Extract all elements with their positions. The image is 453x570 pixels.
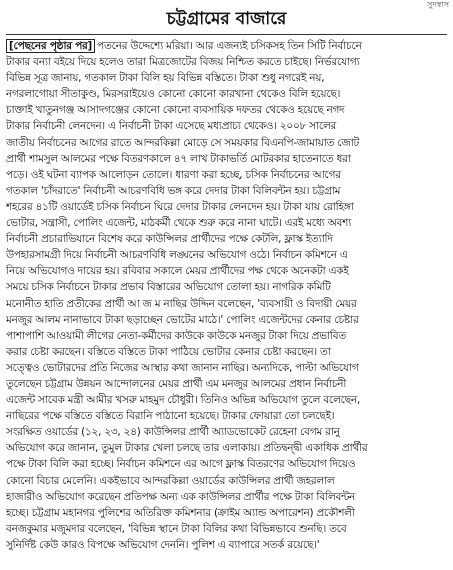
- article-line-text: সময়ে চসিক নির্বাচনে টাকার প্রভাব বিস্তারের অভিযোগ তোলা হয়। নাগরিক কমিটি: [6, 281, 331, 294]
- corner-fragment: সুদস্বাস: [427, 0, 449, 9]
- article-line-text: হচ্ছে। চট্টগ্রাম মহানগর পুলিশের অতিরিক্ত কমিশনার (ক্রাইম অ্যান্ড অপারেশন) প্রকৌশলী: [6, 506, 355, 519]
- article-line: [6, 167, 447, 183]
- article-line: [6, 279, 447, 295]
- article-line: [6, 505, 447, 521]
- article-line-text: পাশাপাশি আওয়ামী লীগের নেতা-কর্মীদের কাউকে কাউকে মনজুর টাকা দিয়ে প্রভাবিত: [6, 329, 346, 342]
- article-line: [6, 118, 447, 134]
- article-line: [6, 215, 447, 231]
- article-line: [6, 231, 447, 247]
- article-line-text: নগরলাগোয়া সীতাকুণ্ড, মিরসরাইয়েও কোনো কোনো কারখানা থেকেও বিলি হয়েছে।: [6, 88, 341, 101]
- headline-rule: [6, 34, 447, 35]
- article-line: [6, 86, 447, 102]
- article-line-text: নাছিরের পক্ষে বস্তিতে বস্তিতে বিরানি পাঠানো হয়েছে। টাকার ফোয়ারা তো চলছেই।: [6, 410, 335, 423]
- article-line-text: টাকার বন্যা বইয়ে দিয়ে হলেও তারা মিত্রজোটের বিজয় নিশ্চিত করতে চাইছে। নির্ভরযোগ্য: [6, 56, 360, 69]
- article-line: [6, 408, 447, 424]
- article-line: [6, 102, 447, 118]
- article-line: [6, 247, 447, 263]
- article-line-text: উপহারসামগ্রী দিয়ে নির্বাচনী আচরণবিধি লঙ্ঘনের অভিযোগ ওঠে। নির্বাচন কমিশনে এ: [6, 249, 348, 262]
- headline: চট্টগ্রামের বাজারে: [166, 9, 287, 29]
- article-line-text: নিয়ে অভিযোগও দায়ের হয়। রবিবার সকালে মেয়র প্রার্থীদের পক্ষ থেকে অনেকটা একই: [6, 265, 349, 278]
- article-line-text: নির্বাচনী প্রচারাভিযানে বিশেষ করে কাউন্সিলর প্রার্থীদের পক্ষে কেটলি, ফ্লাস্ক ইত্যাদি: [6, 233, 333, 246]
- article-line: [6, 424, 447, 440]
- article-line: [6, 70, 447, 86]
- article-line: [6, 344, 447, 360]
- article-line-text: সুনির্দিষ্ট কেউ কারও বিপক্ষে অভিযোগ দেননি। পুলিশ এ ব্যাপারে সতর্ক রয়েছে।': [6, 538, 320, 551]
- article-line: [6, 135, 447, 151]
- article-line-text: জাতীয় নির্বাচনের আগের রাতে আন্দরকিল্লা মোড়ে সে সময়কার বিএনপি-জামায়াত জোট: [6, 136, 360, 149]
- article-line: [6, 360, 447, 376]
- article-line: [6, 263, 447, 279]
- article-line-text: ভোটার, সন্ত্রাসী, পোলিং এজেন্ট, মাঠকর্মী থেকে শুরু করে নানা ঘাটে। এরই মধ্যে অবশ্য: [6, 217, 352, 230]
- article-line: [6, 521, 447, 537]
- continuation-tag: [পেছনের পৃষ্ঠার পর]: [6, 39, 95, 53]
- article-line: [6, 376, 447, 392]
- article-line: [6, 489, 447, 505]
- article-line: [6, 296, 447, 312]
- article-line: [6, 392, 447, 408]
- article-line: [6, 328, 447, 344]
- article-line-text: বনজকুমার মজুমদার বলেছেন, 'বিভিন্ন স্থানে টাকা বিলির কথা বিভিন্নভাবে শুনছি। তবে: [6, 522, 347, 535]
- article-line-text: মনজুর আলম নানাভাবে টাকা ছড়াচ্ছেন ভোটের মাঠে।' পোলিং এজেন্টদের কেনার চেষ্টার: [6, 313, 359, 326]
- article-line: [6, 183, 447, 199]
- article-line: [6, 456, 447, 472]
- article-line-text: মনোনীত হাতি প্রতীকের প্রার্থী আ জ ম নাছির উদ্দিন বলেছেন, 'ব্যবসায়ী ও বিদায়ী মেয়র: [6, 297, 357, 310]
- article-line: [6, 151, 447, 167]
- article-line-text: গতকাল 'চাঁদরাতে' নির্বাচনী আচরণবিধি ভঙ্গ করে দেদার টাকা বিলিবন্টন হয়। চট্টগ্রাম: [6, 184, 341, 197]
- article-line-text: পড়ে। ওই ঘটনা ব্যাপক আলোড়ন তোলে। ধারণা করা হচ্ছে, চসিক নির্বাচনের আগের: [6, 168, 341, 181]
- article-line-text: শহরের ৪১টি ওয়ার্ডেই চসিক নির্বাচন ঘিরে দেদার টাকার লেনদেন হয়। টাকা যায় রোহিঙ্গা: [6, 200, 354, 213]
- article-line: [6, 473, 447, 489]
- article-line-text: পক্ষে টাকা বিলি করা হচ্ছে। নির্বাচন কমিশনে এর আগে ফ্লাস্ক বিতরণের অভিযোগ দিয়েও: [6, 458, 356, 471]
- article-line: [6, 38, 447, 54]
- article-line-text: তুলেছেন চট্টগ্রাম উন্নয়ন আন্দোলনের মেয়র প্রার্থী এম মনজুর আলমের প্রধান নির্বাচনী: [6, 377, 347, 390]
- article-line-text: করার চেষ্টা করছেন। বস্তিতে বস্তিতে টাকা পাঠিয়ে ভোটার কেনার চেষ্টা করছেন। তা: [6, 345, 331, 358]
- article-line-text: পতনের উদ্দেশ্যে মরিয়া। আর এজন্যই চসিকসহ তিন সিটি নির্বাচনে: [97, 40, 362, 52]
- article-line: [6, 54, 447, 70]
- article-line-text: টাকার নির্বাচনী লেনদেন। এ নির্বাচনী টাকা এসেছে মধ্যপ্রাচ্য থেকেও। ২০০৮ সালের: [6, 120, 337, 133]
- article-line-text: হাজারীও অভিযোগ করেছেন প্রতিপক্ষ অন্য এক কাউন্সিলর প্রার্থীর পক্ষে টাকা বিলিবন্টন: [6, 490, 356, 503]
- article-line: [6, 312, 447, 328]
- article-line: [6, 199, 447, 215]
- article-line-text: সত্ত্বেও ভোটারদের প্রতি নিজের আস্থার কথা জানান নাছির। অন্যদিকে, পাল্টা অভিযোগ: [6, 361, 359, 374]
- article-line: [6, 440, 447, 456]
- article-line-text: প্রার্থী শামসুল আলমের পক্ষে বিতরণকালে ৪৭ লাখ টাকাভর্তি মোটরকার হাতেনাতে ধরা: [6, 152, 351, 165]
- article-line-text: সংরক্ষিত ওয়ার্ডের (১২, ২৩, ২৪) কাউন্সিলর প্রার্থী অ্যাডভোকেট রেহেনা বেগম রানু: [6, 426, 340, 439]
- article-line-text: বিভিন্ন সূত্র জানায়, গতকাল টাকা বিলি হয় বিভিন্ন বস্তিতে। টাকা শুধু নগরেই নয়,: [6, 72, 325, 85]
- article-line-text: এজেন্ট সাবেক মন্ত্রী আমীর খসরু মাহমুদ চৌধুরী। তিনিও অভিন্ন অভিযোগ তুলে বলেছেন,: [6, 394, 361, 407]
- article-line-text: চাক্তাই খাতুনগঞ্জ আসাদগঞ্জের কোনো কোনো ব্যবসায়িক দফতর থেকেও হয়েছে নগদ: [6, 104, 345, 117]
- article-line: [6, 537, 447, 553]
- article-line-text: কোনো বিচার মেলেনি। একইভাবে আন্দরকিল্লা ওয়ার্ডের কাউন্সিলর প্রার্থী জহরলাল: [6, 474, 335, 487]
- article-line-text: অভিযোগ করে জানান, তুমুল টাকার খেলা চলছে তার এলাকায়। প্রতিদ্বন্দ্বী একাধিক প্রার্থীর: [6, 442, 368, 455]
- article-body: [6, 38, 447, 553]
